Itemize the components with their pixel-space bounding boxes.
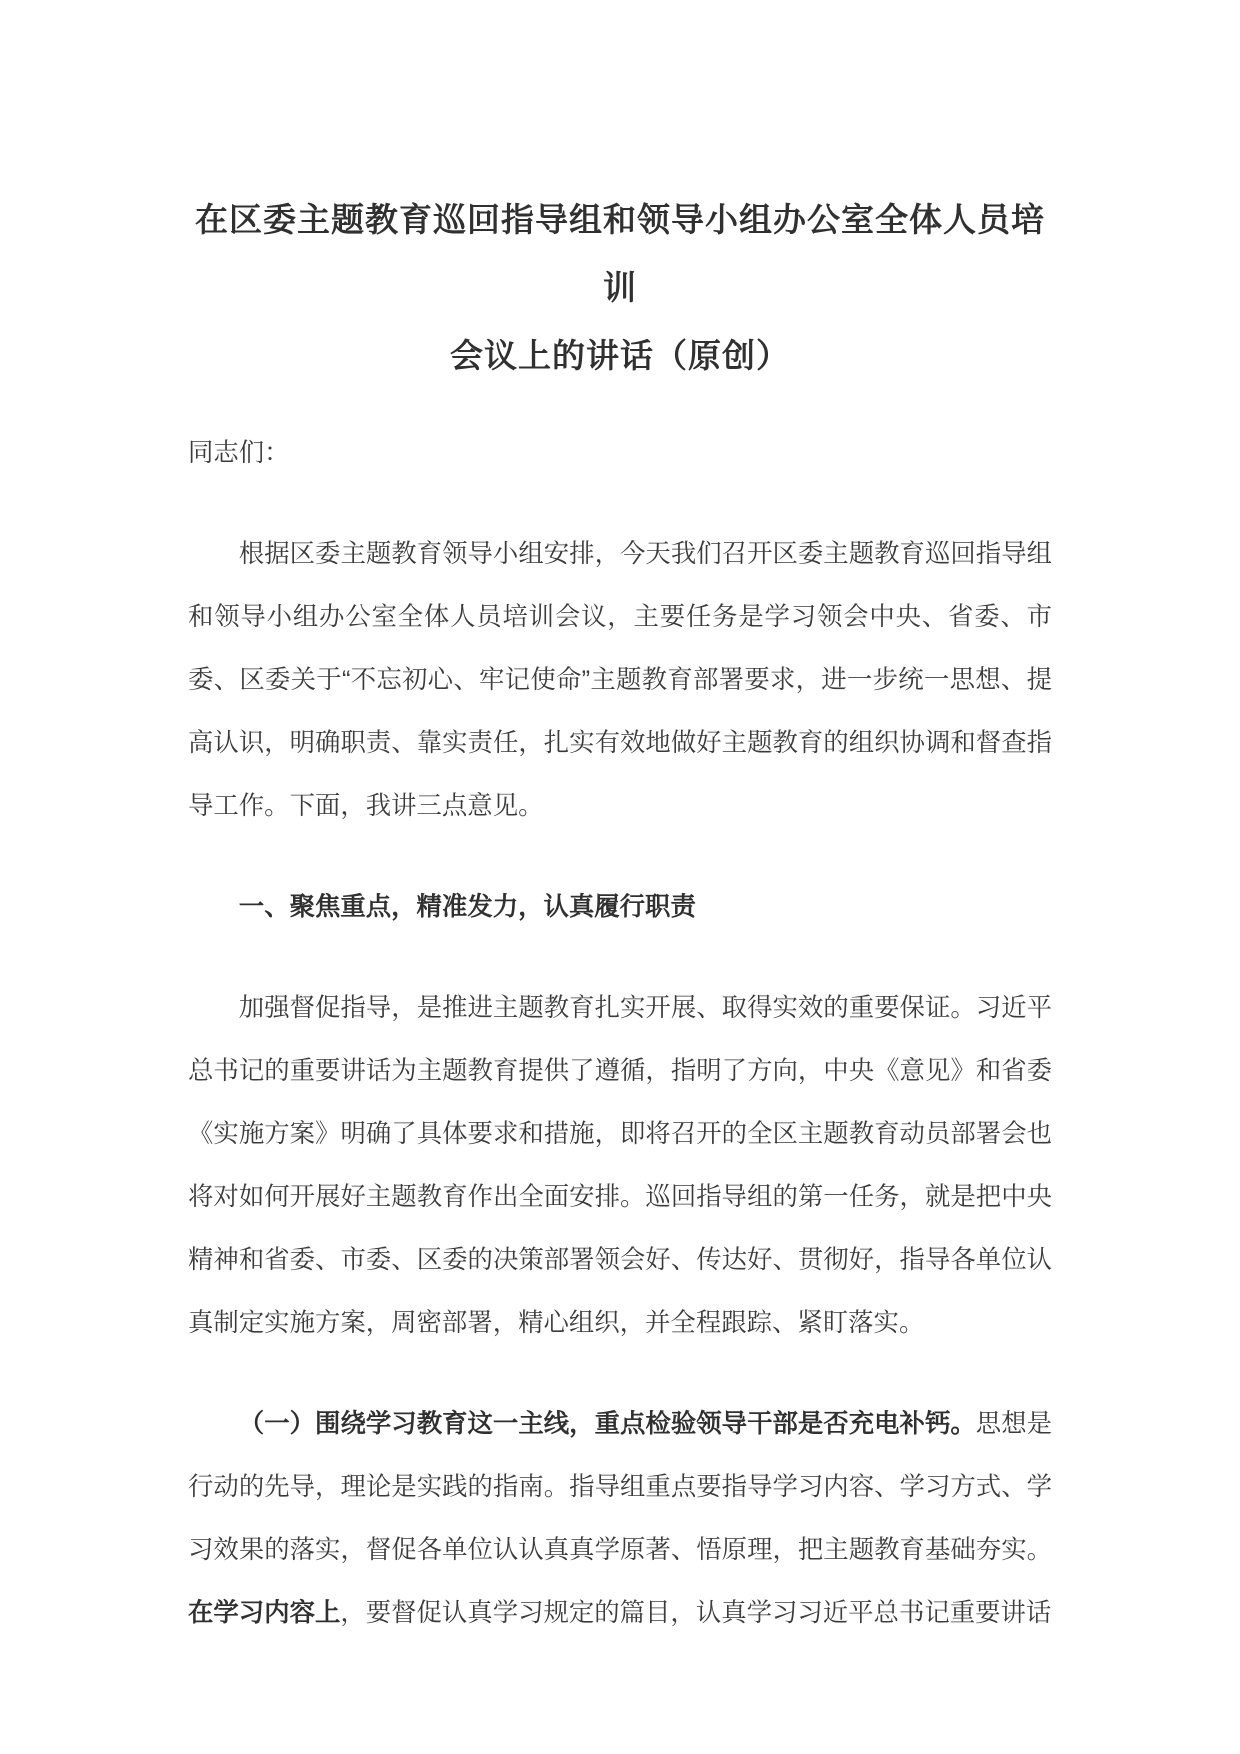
text-run: 加强督促指导，是推进主题教育扎实开展、取得实效的重要保证。习近平总书记的重要讲话为主题教育提供了遵循，指明了方向，中央《意见》和省委《实施方案》明确了具体要求和措施，即将召开的全区主题教育动员部署会也将对如何开展好主题教育作出全面安排。巡回指导组的第一任务，就是把中央精神和省委、市委、区委的决策部署领会好、传达好、贯彻好，指导各单位认真制定实施方案，周密部署，精心组织，并全程跟踪、紧盯落实。	[188, 994, 1052, 1337]
document-body	[188, 523, 1052, 1645]
title-line-1: 在区委主题教育巡回指导组和领导小组办公室全体人员培训	[195, 201, 1045, 306]
text-run: 思想是行动的先导，理论是实践的指南。指导组重点要指导学习内容、学习方式、学习效果的落实，督促各单位认认真真学原著、悟原理，把主题教育基础夯实。	[188, 1410, 1053, 1564]
bold-text-run: 在学习内容上	[188, 1599, 341, 1627]
bold-text-run: （一）围绕学习教育这一主线，重点检验领导干部是否充电补钙。	[238, 1410, 976, 1438]
salutation: 同志们：	[188, 439, 290, 467]
document-title	[188, 186, 1052, 390]
heading-section-1	[188, 876, 1052, 939]
text-run: ，要督促认真学习规定的篇目，认真学习习近平总书记重要讲话	[340, 1599, 1052, 1627]
text-run: 根据区委主题教育领导小组安排，今天我们召开区委主题教育巡回指导组和领导小组办公室全体人员培训会议，主要任务是学习领会中央、省委、市委、区委关于“不忘初心、牢记使命”主题教育部署要求，进一步统一思想、提高认识，明确职责、靠实责任，扎实有效地做好主题教育的组织协调和督查指导工作。下面，我讲三点意见。	[188, 540, 1052, 820]
title-line-2: 会议上的讲话（原创）	[450, 337, 790, 374]
para-section-1-intro	[188, 977, 1052, 1355]
para-point-1	[188, 1393, 1052, 1645]
para-opening	[188, 523, 1052, 838]
bold-text-run: 一、聚焦重点，精准发力，认真履行职责	[238, 893, 696, 921]
